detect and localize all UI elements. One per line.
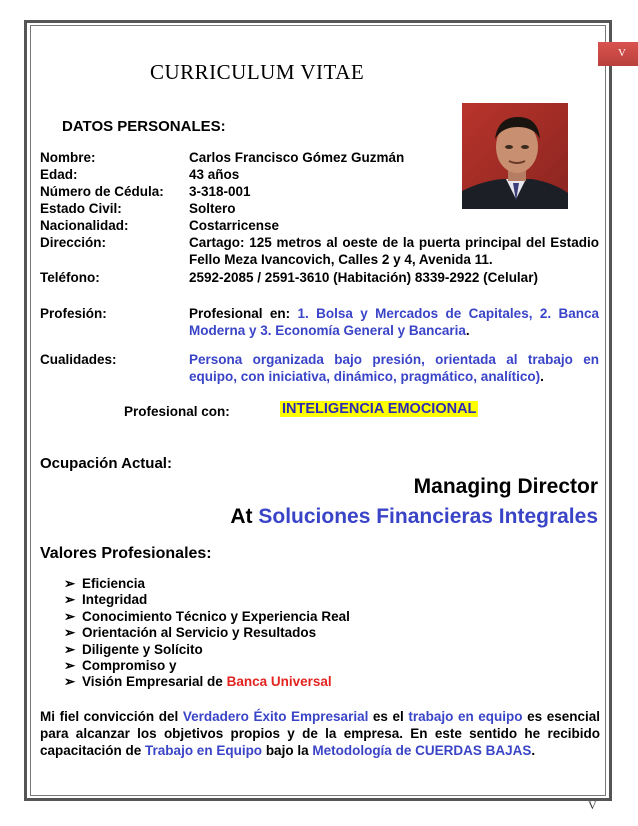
arrow-bullet-icon: ➢ [64, 658, 76, 674]
profile-photo-illustration [462, 103, 568, 209]
list-item-text: Integridad [82, 592, 148, 608]
list-item [64, 625, 350, 641]
arrow-bullet-icon: ➢ [64, 592, 76, 608]
page-marker: V [588, 798, 597, 812]
profession-prefix: Profesional en: [189, 306, 298, 321]
list-item-text: Conocimiento Técnico y Experiencia Real [82, 608, 350, 624]
conviction-text: es esencial para alcanzar los objetivos propios y de la empresa. En este sentido he recibido capacitación de [40, 709, 600, 758]
personal-data-heading: DATOS PERSONALES: [62, 118, 226, 135]
conviction-text: . [531, 743, 536, 758]
occupation-at: At [230, 505, 259, 528]
label-telefono: Teléfono: [40, 270, 100, 285]
value-nombre: Carlos Francisco Gómez Guzmán [189, 150, 405, 165]
profession-suffix: . [465, 323, 470, 338]
banca-universal-highlight: Banca Universal [226, 674, 332, 690]
conviction-text: es el [368, 709, 409, 724]
list-item [64, 674, 350, 690]
list-item-text: Compromiso y [82, 658, 177, 674]
list-item [64, 576, 350, 592]
arrow-bullet-icon: ➢ [64, 641, 76, 657]
qualities-suffix: . [540, 369, 544, 384]
emotional-value [280, 400, 478, 418]
corner-tab [598, 42, 638, 66]
list-item [64, 609, 350, 625]
profession-items-2-3: 2. Banca Moderna y 3. Economía General y Bancaria [189, 306, 599, 338]
conviction-highlight: Trabajo en Equipo [145, 743, 263, 758]
corner-tab-label: V [618, 47, 626, 59]
conviction-highlight: Metodología de CUERDAS BAJAS [312, 743, 532, 758]
emotional-label: Profesional con: [124, 404, 230, 419]
value-cedula: 3-318-001 [189, 184, 251, 199]
list-item-text: Orientación al Servicio y Resultados [82, 625, 317, 641]
value-nacionalidad: Costarricense [189, 218, 280, 233]
arrow-bullet-icon: ➢ [64, 576, 76, 591]
label-cedula: Número de Cédula: [40, 184, 164, 199]
label-estado-civil: Estado Civil: [40, 201, 122, 216]
conviction-highlight: trabajo en equipo [408, 709, 523, 724]
label-nacionalidad: Nacionalidad: [40, 218, 129, 233]
conviction-paragraph [40, 708, 600, 759]
document-title: CURRICULUM VITAE [150, 60, 365, 84]
conviction-text: Mi fiel convicción del [40, 709, 183, 724]
label-direccion: Dirección: [40, 235, 107, 250]
list-item-text: Diligente y Solícito [82, 641, 203, 657]
occupation-role: Managing Director [413, 475, 598, 498]
profile-photo [462, 103, 568, 209]
list-item-text: Visión Empresarial de [82, 674, 227, 690]
label-cualidades: Cualidades: [40, 352, 117, 367]
value-cualidades [189, 351, 599, 385]
qualities-text: Persona organizada bajo presión, orientada al trabajo en equipo, con iniciativa, dinámico, pragmático, analítico) [189, 352, 599, 384]
value-estado-civil: Soltero [189, 201, 236, 216]
label-edad: Edad: [40, 167, 78, 182]
emotional-highlight: INTELIGENCIA EMOCIONAL [282, 401, 477, 417]
value-telefono: 2592-2085 / 2591-3610 (Habitación) 8339-2922 (Celular) [189, 270, 538, 285]
values-list [64, 576, 350, 691]
list-item-text: Eficiencia [82, 576, 146, 591]
occupation-company-line [230, 505, 598, 529]
occupation-label: Ocupación Actual: [40, 455, 172, 472]
list-item [64, 592, 350, 608]
conviction-highlight: Verdadero Éxito Empresarial [182, 709, 369, 724]
conviction-text: bajo la [262, 743, 313, 758]
label-nombre: Nombre: [40, 150, 96, 165]
list-item [64, 642, 350, 658]
list-item [64, 658, 350, 674]
value-profesion [189, 305, 599, 339]
values-heading: Valores Profesionales: [40, 545, 212, 562]
profession-item-1: 1. Bolsa y Mercados de Capitales, [297, 306, 533, 321]
arrow-bullet-icon: ➢ [64, 674, 76, 690]
occupation-company: Soluciones Financieras Integrales [258, 505, 598, 528]
label-profesion: Profesión: [40, 306, 107, 321]
arrow-bullet-icon: ➢ [64, 625, 76, 641]
arrow-bullet-icon: ➢ [64, 608, 76, 624]
value-direccion: Cartago: 125 metros al oeste de la puerta principal del Estadio Fello Meza Ivancovich, Calles 2 y 4, Avenida 11. [189, 235, 599, 267]
value-edad: 43 años [189, 167, 240, 182]
